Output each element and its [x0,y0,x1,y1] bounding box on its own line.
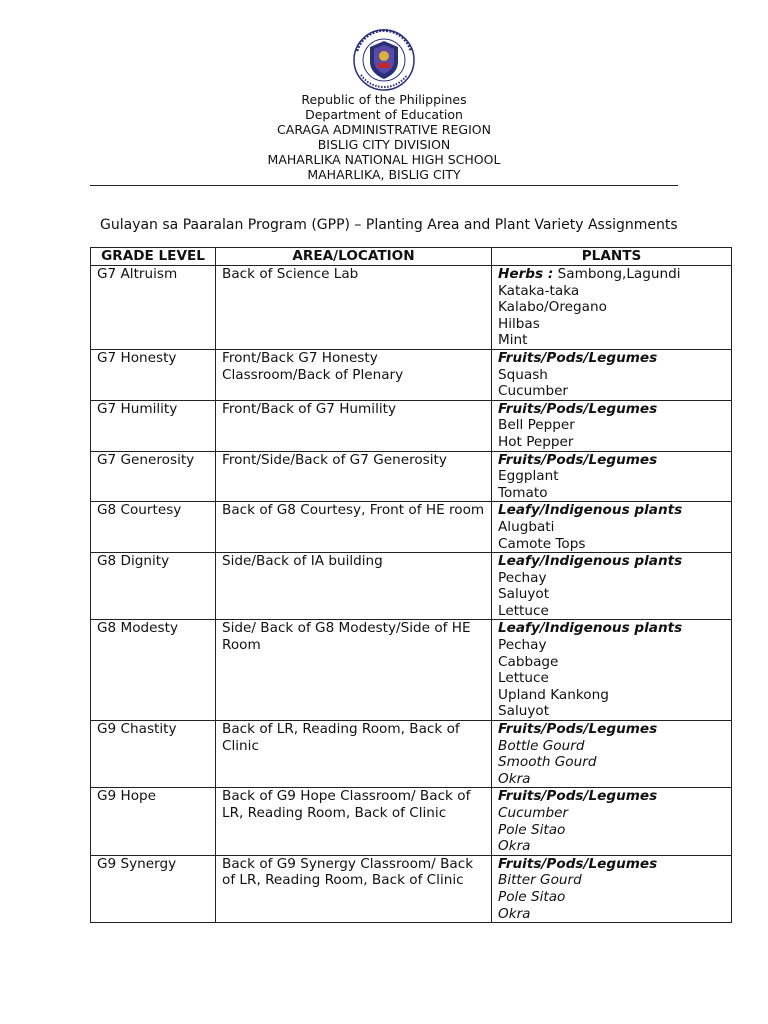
document-header [0,92,768,182]
plant-item: Kataka-taka [498,282,580,299]
plant-item: Sambong,Lagundi [557,266,681,282]
plant-item: Hilbas [498,315,540,332]
plant-category: Fruits/Pods/Legumes [498,721,658,738]
plant-category: Leafy/Indigenous plants [498,553,683,570]
header-area-location: AREA/LOCATION [216,248,492,266]
plant-item: Mint [498,332,528,349]
table-row [91,266,732,350]
plants-cell [492,620,732,721]
header-divider [90,185,678,186]
header-grade-level: GRADE LEVEL [91,248,216,266]
header-plants: PLANTS [492,248,732,266]
grade-cell: G7 Humility [91,400,216,451]
table-row [91,855,732,922]
plant-category: Fruits/Pods/Legumes [498,349,658,366]
grade-cell: G8 Dignity [91,553,216,620]
header-line-division: BISLIG CITY DIVISION [317,137,451,152]
plant-item: Cucumber [498,383,569,400]
area-cell: Front/Side/Back of G7 Generosity [216,451,492,502]
plants-cell [492,855,732,922]
plant-item: Hot Pepper [498,433,574,450]
plant-item: Pole Sitao [498,821,566,838]
table-row [91,349,732,400]
grade-cell: G9 Hope [91,788,216,855]
header-line-republic: Republic of the Philippines [301,92,467,107]
grade-cell: G8 Modesty [91,620,216,721]
area-cell: Back of G8 Courtesy, Front of HE room [216,502,492,553]
plant-item: Smooth Gourd [498,754,597,771]
plant-item: Bell Pepper [498,417,575,434]
grade-cell: G9 Chastity [91,721,216,788]
plants-cell [492,400,732,451]
plant-category: Fruits/Pods/Legumes [498,451,658,468]
deped-seal-icon [349,29,419,91]
table-row [91,788,732,855]
header-line-department: Department of Education [305,107,463,122]
plant-item: Lettuce [498,670,549,687]
plant-item: Okra [498,770,531,787]
header-line-region: CARAGA ADMINISTRATIVE REGION [277,122,491,137]
plant-item: Lettuce [498,602,549,619]
grade-cell: G7 Generosity [91,451,216,502]
plant-category: Leafy/Indigenous plants [498,620,683,637]
table-header-row [91,248,732,266]
plants-cell [492,349,732,400]
plants-cell [492,266,732,350]
plant-item: Alugbati [498,518,555,535]
plant-item: Cucumber [498,805,569,821]
grade-cell: G9 Synergy [91,855,216,922]
plant-item: Eggplant [498,468,559,485]
table-row [91,721,732,788]
plants-cell [492,502,732,553]
area-cell: Side/Back of IA building [216,553,492,620]
plant-item: Saluyot [498,703,550,720]
area-cell: Back of Science Lab [216,266,492,350]
plant-item: Pechay [498,569,547,586]
plants-cell [492,721,732,788]
plant-category-line [498,266,725,283]
plants-cell [492,788,732,855]
plant-item: Okra [498,838,531,855]
table-row [91,553,732,620]
table-row [91,400,732,451]
plant-item: Cabbage [498,653,559,670]
area-cell: Front/Back G7 Honesty Classroom/Back of Plenary [216,349,492,400]
plants-cell [492,553,732,620]
plant-item: Tomato [498,484,548,501]
plant-category: Fruits/Pods/Legumes [498,855,658,872]
grade-cell: G8 Courtesy [91,502,216,553]
plant-item: Pole Sitao [498,888,566,905]
plants-cell [492,451,732,502]
plant-item: Okra [498,905,531,922]
plant-category: Fruits/Pods/Legumes [498,788,658,805]
assignments-table [90,247,732,923]
plant-item: Bitter Gourd [498,872,582,889]
plant-item: Bottle Gourd [498,737,585,754]
plant-item: Squash [498,366,548,383]
seal-graphic [349,29,419,91]
area-cell: Back of LR, Reading Room, Back of Clinic [216,721,492,788]
document-title: Gulayan sa Paaralan Program (GPP) – Planting Area and Plant Variety Assignments [100,217,678,233]
table-row [91,620,732,721]
plant-item: Pechay [498,637,547,654]
grade-cell: G7 Altruism [91,266,216,350]
area-cell: Back of G9 Synergy Classroom/ Back of LR, Reading Room, Back of Clinic [216,855,492,922]
plant-item: Upland Kankong [498,686,609,703]
area-cell: Front/Back of G7 Humility [216,400,492,451]
header-line-address: MAHARLIKA, BISLIG CITY [307,167,461,182]
plant-category: Leafy/Indigenous plants [498,502,683,519]
plant-category: Herbs : [498,266,554,282]
header-line-school: MAHARLIKA NATIONAL HIGH SCHOOL [267,152,501,167]
grade-cell: G7 Honesty [91,349,216,400]
table-row [91,502,732,553]
plant-item: Saluyot [498,586,550,603]
plant-item: Camote Tops [498,535,586,552]
area-cell: Back of G9 Hope Classroom/ Back of LR, Reading Room, Back of Clinic [216,788,492,855]
table-row [91,451,732,502]
plant-category: Fruits/Pods/Legumes [498,400,658,417]
area-cell: Side/ Back of G8 Modesty/Side of HE Room [216,620,492,721]
plant-item: Kalabo/Oregano [498,299,607,316]
